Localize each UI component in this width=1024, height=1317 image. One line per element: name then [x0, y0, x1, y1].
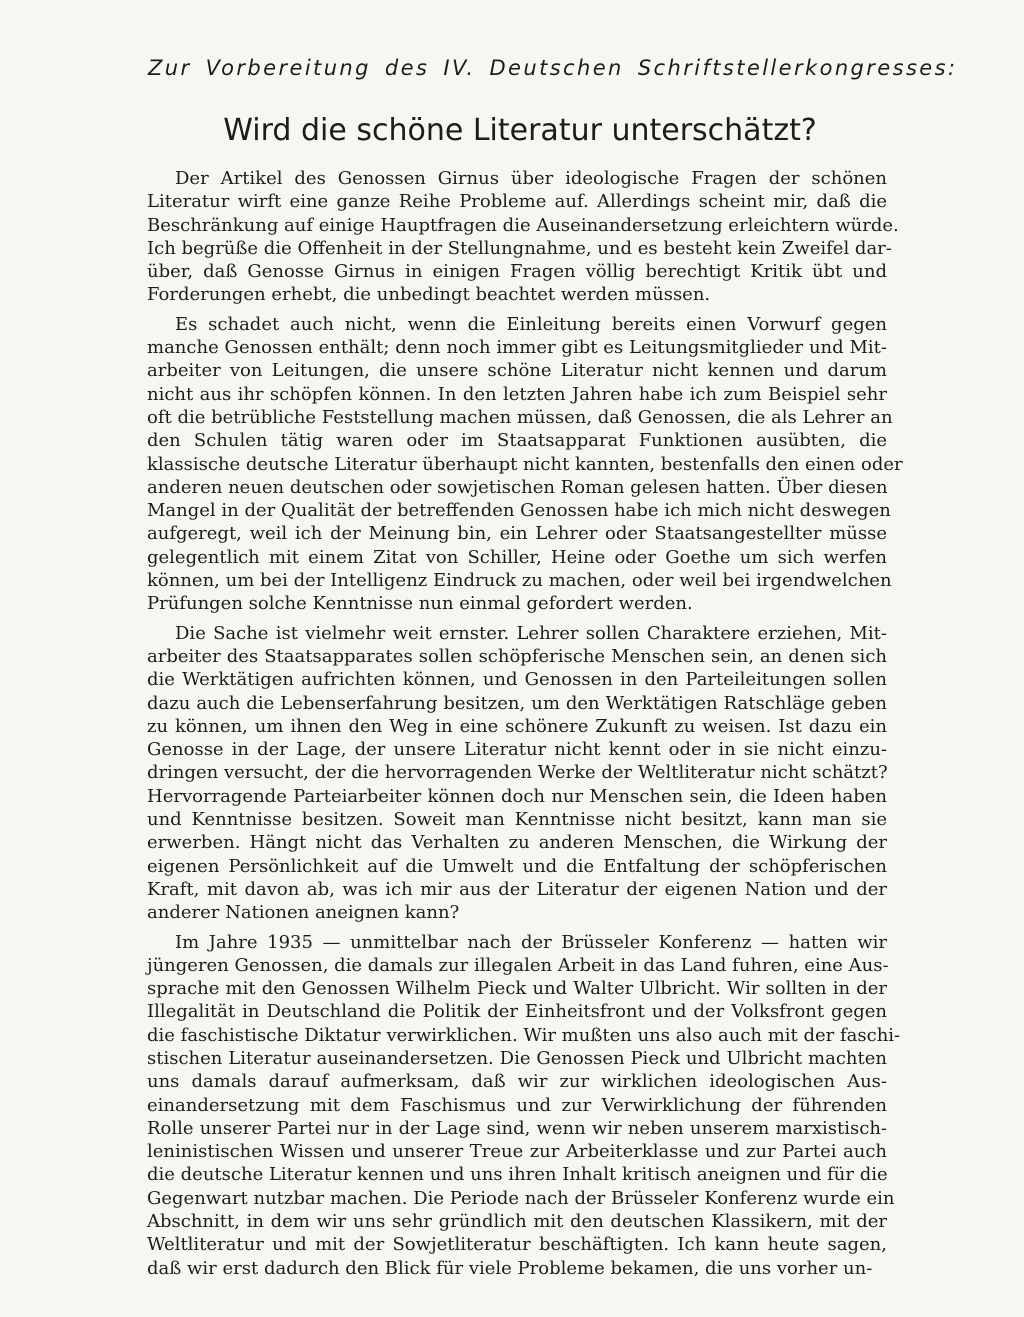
text-line: anderer Nationen aneignen kann?: [147, 902, 460, 924]
text-line: Weltliteratur und mit der Sowjetliteratur beschäftigten. Ich kann heute sagen,: [147, 1234, 887, 1256]
text-line: die deutsche Literatur kennen und uns ihren Inhalt kritisch aneignen und für die: [147, 1164, 888, 1186]
text-line: nicht aus ihr schöpfen können. In den letzten Jahren habe ich zum Beispiel sehr: [147, 383, 887, 405]
text-line: die Werktätigen aufrichten können, und Genossen in den Parteileitungen sollen: [147, 669, 887, 691]
text-line: Literatur wirft eine ganze Reihe Probleme auf. Allerdings scheint mir, daß die: [147, 191, 887, 213]
text-line: Beschränkung auf einige Hauptfragen die Auseinandersetzung erleichtern würde.: [147, 214, 899, 236]
text-line: erwerben. Hängt nicht das Verhalten zu anderen Menschen, die Wirkung der: [147, 832, 887, 854]
text-line: uns damals darauf aufmerksam, daß wir zur wirklichen ideologischen Aus-: [147, 1071, 887, 1093]
text-line: Rolle unserer Partei nur in der Lage sind, wenn wir neben unserem marxistisch-: [147, 1117, 887, 1139]
text-line: Ich begrüße die Offenheit in der Stellungnahme, und es besteht kein Zweifel dar-: [147, 237, 892, 259]
paragraph: [147, 167, 899, 307]
text-line: aufgeregt, weil ich der Meinung bin, ein Lehrer oder Staatsangestellter müsse: [147, 523, 887, 545]
text-line: klassische deutsche Literatur überhaupt nicht kannten, bestenfalls den einen oder: [147, 453, 903, 475]
text-line: dazu auch die Lebenserfahrung besitzen, um den Werktätigen Ratschläge geben: [147, 692, 887, 714]
text-line: Prüfungen solche Kenntnisse nun einmal gefordert werden.: [147, 593, 693, 615]
text-line: und Kenntnisse besitzen. Soweit man Kenntnisse nicht besitzt, kann man sie: [147, 809, 887, 831]
text-line: Illegalität in Deutschland die Politik der Einheitsfront und der Volksfront gegen: [147, 1001, 887, 1023]
text-line: Es schadet auch nicht, wenn die Einleitung bereits einen Vorwurf gegen: [175, 313, 887, 335]
paragraph: [147, 622, 887, 925]
text-line: stischen Literatur auseinandersetzen. Die Genossen Pieck und Ulbricht machten: [147, 1047, 887, 1069]
text-line: über, daß Genosse Girnus in einigen Fragen völlig berechtigt Kritik übt und: [147, 261, 887, 283]
text-line: leninistischen Wissen und unserer Treue zur Arbeiterklasse und zur Partei auch: [147, 1141, 887, 1163]
text-line: eigenen Persönlichkeit auf die Umwelt und die Entfaltung der schöpferischen: [147, 855, 887, 877]
text-line: die faschistische Diktatur verwirklichen. Wir mußten uns also auch mit der faschi-: [147, 1024, 901, 1046]
text-line: Mangel in der Qualität der betreffenden Genossen habe ich mich nicht deswegen: [147, 500, 891, 522]
text-line: gelegentlich mit einem Zitat von Schiller, Heine oder Goethe um sich werfen: [147, 546, 887, 568]
text-line: manche Genossen enthält; denn noch immer gibt es Leitungsmitglieder und Mit-: [147, 337, 887, 359]
text-line: daß wir erst dadurch den Blick für viele Probleme bekamen, die uns vorher un-: [147, 1257, 873, 1279]
text-line: Hervorragende Parteiarbeiter können doch nur Menschen sein, die Ideen haben: [147, 785, 887, 807]
paragraph: [147, 313, 903, 616]
text-line: jüngeren Genossen, die damals zur illegalen Arbeit in das Land fuhren, eine Aus-: [147, 954, 889, 976]
text-line: Forderungen erhebt, die unbedingt beachtet werden müssen.: [147, 284, 711, 306]
paragraph: [147, 931, 901, 1280]
text-line: den Schulen tätig waren oder im Staatsapparat Funktionen ausübten, die: [147, 430, 887, 452]
text-line: Im Jahre 1935 — unmittelbar nach der Brüsseler Konferenz — hatten wir: [175, 931, 887, 953]
text-line: Abschnitt, in dem wir uns sehr gründlich mit den deutschen Klassikern, mit der: [147, 1211, 887, 1233]
text-line: Die Sache ist vielmehr weit ernster. Lehrer sollen Charaktere erziehen, Mit-: [175, 622, 887, 644]
text-line: sprache mit den Genossen Wilhelm Pieck und Walter Ulbricht. Wir sollten in der: [147, 978, 887, 1000]
text-line: zu können, um ihnen den Weg in eine schönere Zukunft zu weisen. Ist dazu ein: [147, 715, 887, 737]
text-line: oft die betrübliche Feststellung machen müssen, daß Genossen, die als Lehrer an: [147, 406, 893, 428]
text-line: einandersetzung mit dem Faschismus und zur Verwirklichung der führenden: [147, 1094, 887, 1116]
text-line: arbeiter des Staatsapparates sollen schöpferische Menschen sein, an denen sich: [147, 645, 887, 667]
article-title: Wird die schöne Literatur unterschätzt?: [223, 113, 817, 148]
text-line: Genosse in der Lage, der unsere Literatur nicht kennt oder in sie nicht einzu-: [147, 739, 887, 761]
series-heading: Zur Vorbereitung des IV. Deutschen Schriftstellerkongresses:: [148, 56, 958, 80]
text-line: arbeiter von Leitungen, die unsere schöne Literatur nicht kennen und darum: [147, 360, 887, 382]
text-line: können, um bei der Intelligenz Eindruck zu machen, oder weil bei irgendwelchen: [147, 570, 892, 592]
text-line: Kraft, mit davon ab, was ich mir aus der Literatur der eigenen Nation und der: [147, 878, 887, 900]
article-body: [147, 167, 903, 1286]
text-line: anderen neuen deutschen oder sowjetischen Roman gelesen hatten. Über diesen: [147, 476, 888, 498]
text-line: dringen versucht, der die hervorragenden Werke der Weltliteratur nicht schätzt?: [147, 762, 888, 784]
text-line: Der Artikel des Genossen Girnus über ideologische Fragen der schönen: [175, 168, 887, 189]
text-line: Gegenwart nutzbar machen. Die Periode nach der Brüsseler Konferenz wurde ein: [147, 1187, 895, 1209]
